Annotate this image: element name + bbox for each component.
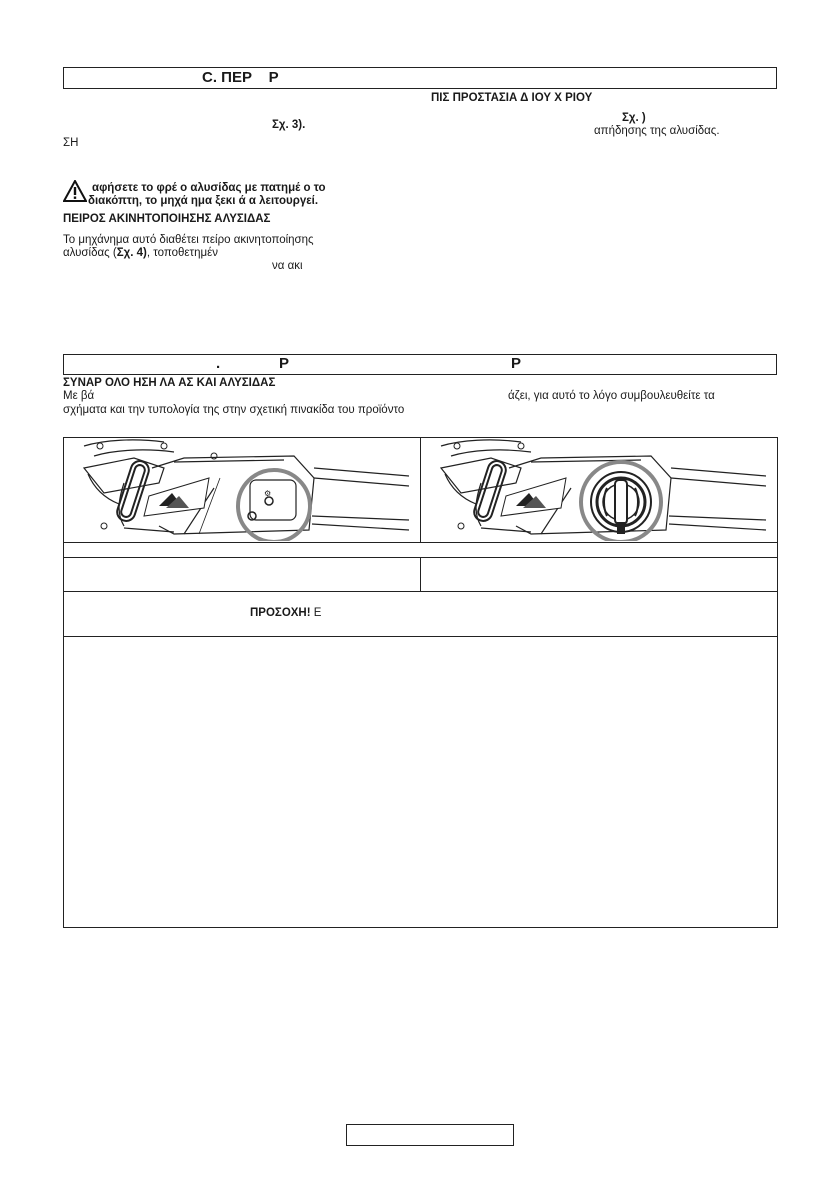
section1-line3: ΣΗ — [63, 137, 79, 149]
svg-text:⚙: ⚙ — [264, 489, 272, 498]
chainsaw-cover-figure-right — [421, 438, 777, 541]
section1-line1-right: ΠΙΣ ΠΡΟΣΤΑΣΙΑ Δ ΙΟΥ Χ ΡΙΟΥ — [431, 92, 593, 104]
caution-label: ΠΡΟΣΟΧΗ! — [250, 607, 311, 619]
section1-fig-ref-a: Σχ. 3). — [272, 119, 306, 131]
section2-header-p2: Ρ — [511, 355, 522, 372]
section1-header-box — [63, 67, 777, 89]
section1-fig-ref-b: Σχ. ) — [622, 112, 646, 124]
para-fig-ref: Σχ. 4) — [116, 247, 147, 259]
para-line2-b: , τοποθετημέν — [146, 247, 218, 259]
section2-header-p1: Ρ — [279, 355, 290, 372]
warning-line2: διακόπτη, το μηχά ημα ξεκι ά α λειτουργεί. — [88, 195, 319, 207]
section2-header-dot: . — [216, 355, 221, 372]
warning-icon — [63, 180, 87, 202]
content-box — [63, 636, 778, 928]
section2-line2: σχήματα και την τυπολογία της στην σχετική πινακίδα του προϊόντο — [63, 404, 405, 416]
section2-subheading: ΣΥΝΑΡ ΟΛΟ ΗΣΗ ΛΑ ΑΣ ΚΑΙ ΑΛΥΣΙΔΑΣ — [63, 377, 276, 389]
section2-line1-left: Με βά — [63, 390, 95, 402]
section2-header-box — [63, 354, 777, 375]
page-number-box — [346, 1124, 514, 1146]
section1-para-line2 — [63, 246, 218, 260]
section1-subheading: ΠΕΙΡΟΣ ΑΚΙΝΗΤΟΠΟΙΗΣΗΣ ΑΛΥΣΙΔΑΣ — [63, 213, 271, 225]
caution-body: Ε — [310, 607, 322, 619]
section1-para-line3: να ακι — [272, 260, 303, 272]
figures-caption-divider — [420, 557, 421, 591]
section1-line2-tail: απήδησης της αλυσίδας. — [594, 125, 720, 137]
chainsaw-cover-figure-left — [64, 438, 419, 541]
section1-para-line1: Το μηχάνημα αυτό διαθέτει πείρο ακινητοποίησης — [63, 234, 314, 246]
para-line2-a: αλυσίδας ( — [63, 247, 117, 259]
figures-row-line-1 — [63, 542, 778, 543]
warning-line1: αφήσετε το φρέ ο αλυσίδας με πατημέ ο το — [92, 182, 326, 194]
section1-header: C. ΠΕΡ Ρ — [202, 69, 279, 86]
figures-row-line-3 — [63, 591, 778, 592]
caution-text — [250, 606, 321, 620]
section2-line1-right: άζει, για αυτό το λόγο συμβουλευθείτε τα — [508, 390, 715, 402]
